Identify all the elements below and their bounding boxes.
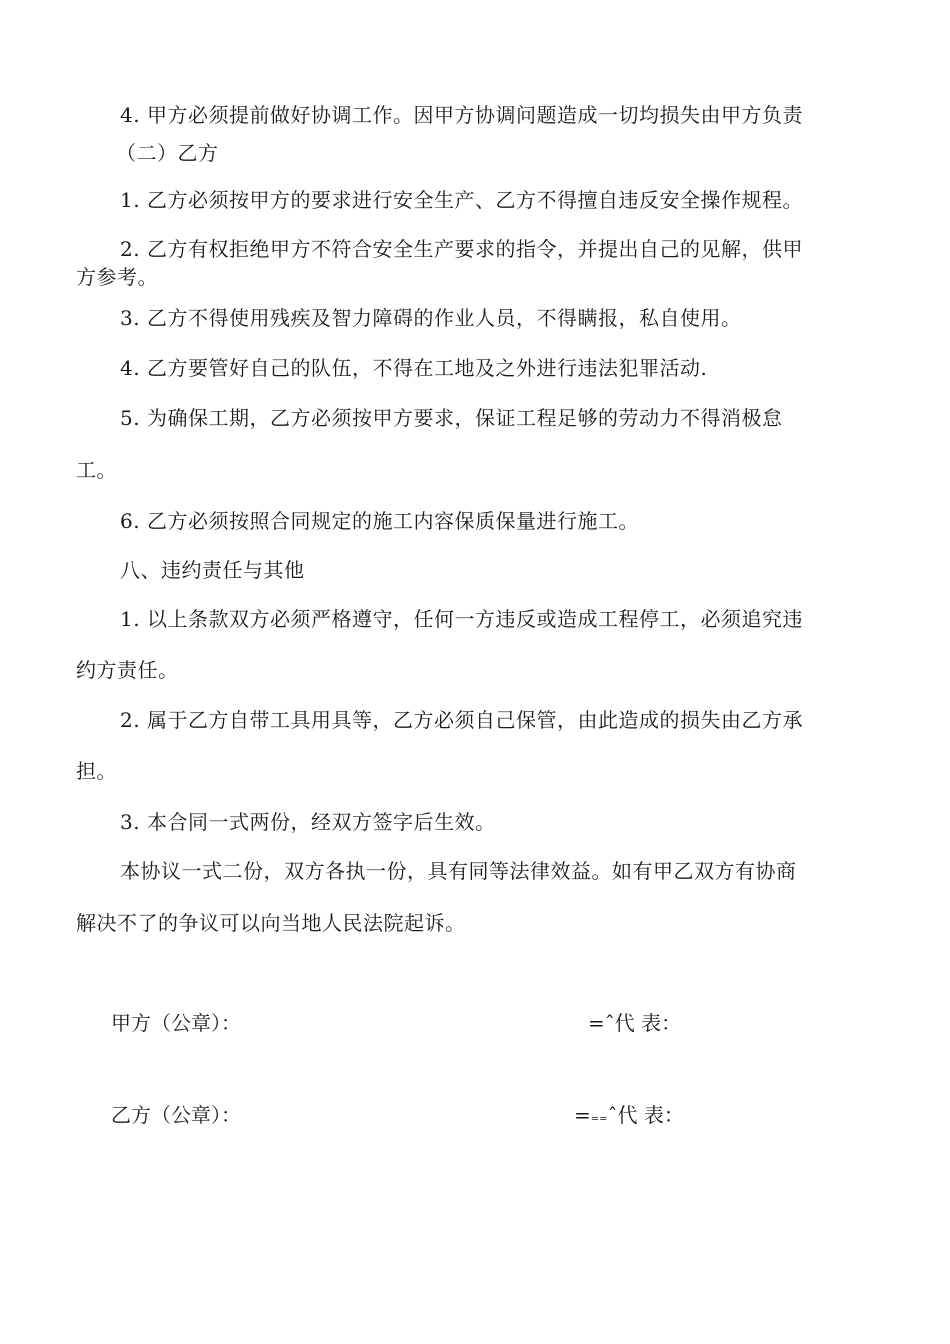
party-b-seal-label: 乙方（公章）： xyxy=(111,1103,241,1127)
agreement-paragraph: 本协议一式二份，双方各执一份，具有同等法律效益。如有甲乙双方有协商 xyxy=(120,859,797,883)
clause-b-3: 3. 乙方不得使用残疾及智力障碍的作业人员，不得瞒报，私自使用。 xyxy=(120,306,742,330)
clause-b-4: 4. 乙方要管好自己的队伍，不得在工地及之外进行违法犯罪活动. xyxy=(120,356,708,380)
section-heading-liability: 八、违约责任与其他 xyxy=(120,558,305,582)
clause-8-1-cont: 约方责任。 xyxy=(76,658,179,682)
party-b-rep-prefix-b: ˆ xyxy=(607,1103,618,1127)
party-b-rep-label: 代 表： xyxy=(617,1103,684,1127)
clause-b-5: 5. 为确保工期，乙方必须按甲方要求，保证工程足够的劳动力不得消极怠 xyxy=(120,406,783,430)
agreement-paragraph-cont: 解决不了的争议可以向当地人民法院起诉。 xyxy=(76,911,466,935)
party-a-rep-prefix: =ˆ xyxy=(588,1011,615,1035)
clause-b-2-cont: 方参考。 xyxy=(76,265,158,289)
clause-8-1: 1. 以上条款双方必须严格遵守，任何一方违反或造成工程停工，必须追究违 xyxy=(120,607,803,631)
clause-b-6: 6. 乙方必须按照合同规定的施工内容保质保量进行施工。 xyxy=(120,509,639,533)
clause-b-5-cont: 工。 xyxy=(76,458,117,482)
party-a-representative xyxy=(588,1010,681,1036)
clause-a-4: 4. 甲方必须提前做好协调工作。因甲方协调问题造成一切均损失由甲方负责 xyxy=(120,103,803,127)
section-heading-party-b: （二）乙方 xyxy=(116,141,219,165)
party-b-rep-prefix-a: = xyxy=(574,1103,591,1127)
party-b-representative xyxy=(574,1102,684,1133)
clause-b-1: 1. 乙方必须按甲方的要求进行安全生产、乙方不得擅自违反安全操作规程。 xyxy=(120,188,803,212)
party-a-seal-label: 甲方（公章）： xyxy=(111,1011,241,1035)
party-b-rep-prefix-small: == xyxy=(590,1114,608,1125)
clause-8-2: 2. 属于乙方自带工具用具等，乙方必须自己保管，由此造成的损失由乙方承 xyxy=(120,708,803,732)
clause-8-2-cont: 担。 xyxy=(76,759,117,783)
party-a-rep-label: 代 表： xyxy=(614,1011,682,1035)
clause-8-3: 3. 本合同一式两份，经双方签字后生效。 xyxy=(120,810,496,834)
clause-b-2: 2. 乙方有权拒绝甲方不符合安全生产要求的指令，并提出自己的见解，供甲 xyxy=(120,237,803,261)
